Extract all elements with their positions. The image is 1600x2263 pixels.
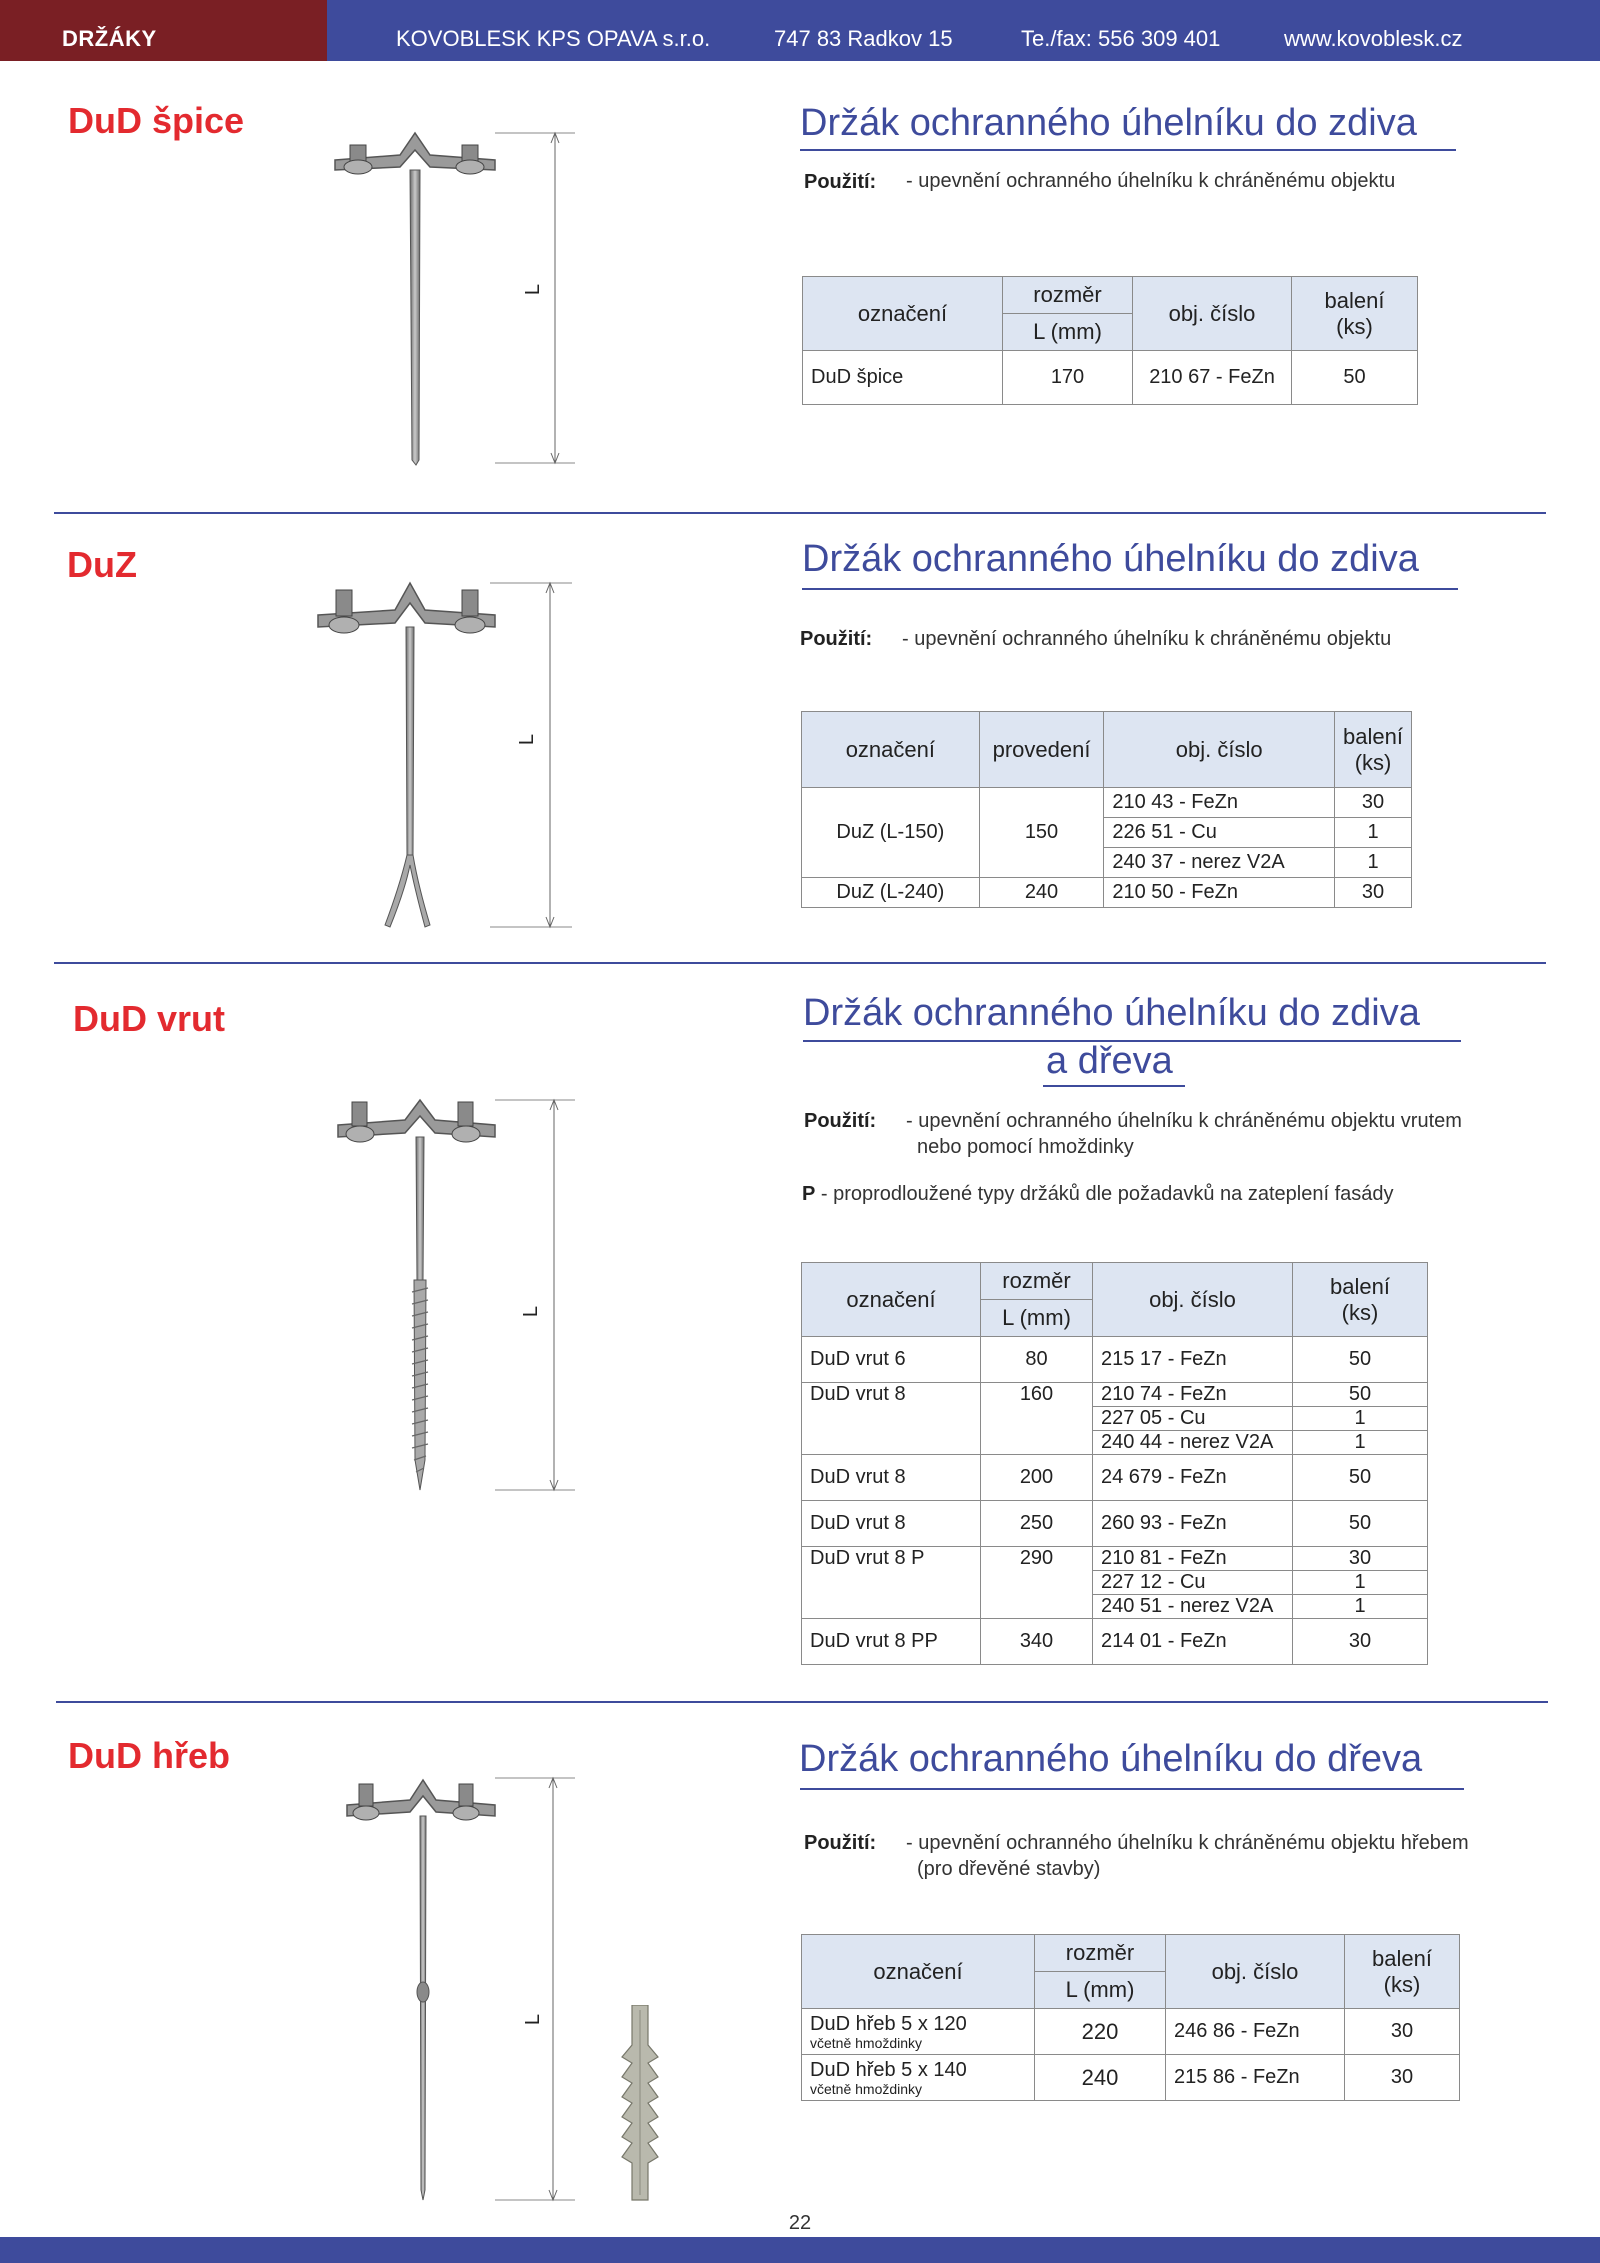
col-header-length: L (mm) bbox=[1003, 314, 1133, 351]
note-text: P - proprodloužené typy držáků dle požadavků na zateplení fasády bbox=[802, 1183, 1394, 1205]
section-tab bbox=[0, 0, 327, 61]
table-row: DuD vrut 8 250 260 93 - FeZn 50 bbox=[802, 1501, 1428, 1547]
section-divider bbox=[54, 962, 1546, 964]
col-header-order-number: obj. číslo bbox=[1166, 1935, 1345, 2009]
table-row: DuZ (L-150) 150 210 43 - FeZn 30 bbox=[802, 788, 1412, 818]
section-divider bbox=[54, 512, 1546, 514]
col-header-variant: provedení bbox=[979, 712, 1104, 788]
col-header-package: balení (ks) bbox=[1335, 712, 1412, 788]
product-name: DuZ bbox=[67, 544, 137, 585]
product-name: DuD hřeb bbox=[68, 1735, 230, 1776]
col-header-designation: označení bbox=[803, 277, 1003, 351]
col-header-package: balení (ks) bbox=[1292, 277, 1418, 351]
col-header-package: balení (ks) bbox=[1345, 1935, 1460, 2009]
product-title: Držák ochranného úhelníku do dřeva bbox=[799, 1738, 1423, 1780]
table-row: DuD vrut 8 200 24 679 - FeZn 50 bbox=[802, 1455, 1428, 1501]
footer-bar bbox=[0, 2237, 1600, 2263]
holder-screw-image bbox=[330, 1080, 590, 1500]
usage-label: Použití: bbox=[800, 628, 873, 650]
product-title: Držák ochranného úhelníku do zdiva bbox=[802, 538, 1419, 580]
col-header-length: L (mm) bbox=[1035, 1972, 1166, 2009]
usage-label: Použití: bbox=[804, 1110, 877, 1132]
table-row: DuD špice 170 210 67 - FeZn 50 bbox=[803, 351, 1418, 405]
table-row: DuD vrut 8 160 210 74 - FeZn 50 bbox=[802, 1383, 1428, 1407]
spec-table-vrut bbox=[801, 1262, 1428, 1665]
table-row: 227 05 - Cu 1 bbox=[802, 1407, 1428, 1431]
company-website[interactable]: www.kovoblesk.cz bbox=[1284, 26, 1463, 51]
product-title-line2: a dřeva bbox=[1046, 1040, 1173, 1082]
col-header-size: rozměr bbox=[1003, 277, 1133, 314]
title-underline bbox=[1043, 1085, 1185, 1087]
holder-split-image bbox=[310, 565, 580, 935]
table-row: 240 51 - nerez V2A 1 bbox=[802, 1595, 1428, 1619]
header-bar bbox=[0, 0, 1600, 61]
company-address: 747 83 Radkov 15 bbox=[774, 26, 953, 51]
company-name: KOVOBLESK KPS OPAVA s.r.o. bbox=[396, 26, 711, 51]
dimension-label: L bbox=[516, 733, 539, 746]
title-underline bbox=[800, 149, 1456, 151]
table-row: DuD vrut 8 PP 340 214 01 - FeZn 30 bbox=[802, 1619, 1428, 1665]
usage-label: Použití: bbox=[804, 1832, 877, 1854]
spec-table-hreb bbox=[801, 1934, 1460, 2101]
col-header-length: L (mm) bbox=[981, 1300, 1093, 1337]
spec-table-duz bbox=[801, 711, 1412, 908]
wall-plug-image bbox=[618, 2005, 662, 2205]
company-phone: Te./fax: 556 309 401 bbox=[1021, 26, 1221, 51]
col-header-designation: označení bbox=[802, 712, 980, 788]
product-name: DuD špice bbox=[68, 100, 245, 141]
col-header-order-number: obj. číslo bbox=[1104, 712, 1335, 788]
usage-text: - upevnění ochranného úhelníku k chráněnému objektu bbox=[902, 628, 1392, 650]
table-row: DuD hřeb 5 x 120 včetně hmoždinky 220 246 86 - FeZn 30 bbox=[802, 2009, 1460, 2055]
title-underline bbox=[802, 588, 1458, 590]
usage-text: - upevnění ochranného úhelníku k chráněnému objektu hřebem bbox=[906, 1832, 1469, 1854]
col-header-size: rozměr bbox=[981, 1263, 1093, 1300]
page-number: 22 bbox=[788, 2212, 812, 2234]
title-underline bbox=[800, 1788, 1464, 1790]
col-header-order-number: obj. číslo bbox=[1133, 277, 1292, 351]
product-title: Držák ochranného úhelníku do zdiva bbox=[803, 992, 1420, 1034]
spec-table-spice bbox=[802, 276, 1418, 405]
product-title: Držák ochranného úhelníku do zdiva bbox=[800, 102, 1417, 144]
dimension-label: L bbox=[522, 2013, 545, 2026]
section-divider bbox=[56, 1701, 1548, 1703]
table-row: 240 44 - nerez V2A 1 bbox=[802, 1431, 1428, 1455]
table-row: DuD hřeb 5 x 140 včetně hmoždinky 240 215 86 - FeZn 30 bbox=[802, 2055, 1460, 2101]
dimension-label: L bbox=[522, 283, 545, 296]
holder-nail-image bbox=[335, 1760, 595, 2210]
usage-text: - upevnění ochranného úhelníku k chráněnému objektu bbox=[906, 170, 1396, 192]
table-row: DuD vrut 6 80 215 17 - FeZn 50 bbox=[802, 1337, 1428, 1383]
table-row: DuD vrut 8 P 290 210 81 - FeZn 30 bbox=[802, 1547, 1428, 1571]
col-header-package: balení (ks) bbox=[1293, 1263, 1428, 1337]
usage-text: - upevnění ochranného úhelníku k chráněnému objektu vrutem bbox=[906, 1110, 1462, 1132]
table-row: 240 37 - nerez V2A 1 bbox=[802, 848, 1412, 878]
usage-label: Použití: bbox=[804, 171, 877, 193]
section-title: DRŽÁKY bbox=[62, 26, 157, 51]
usage-text-line2: nebo pomocí hmoždinky bbox=[917, 1136, 1134, 1158]
product-name: DuD vrut bbox=[73, 998, 225, 1039]
col-header-designation: označení bbox=[802, 1935, 1035, 2009]
table-row: 227 12 - Cu 1 bbox=[802, 1571, 1428, 1595]
usage-text-line2: (pro dřevěné stavby) bbox=[917, 1858, 1101, 1880]
table-row: DuZ (L-240) 240 210 50 - FeZn 30 bbox=[802, 878, 1412, 908]
col-header-order-number: obj. číslo bbox=[1093, 1263, 1293, 1337]
dimension-label: L bbox=[520, 1305, 543, 1318]
col-header-designation: označení bbox=[802, 1263, 981, 1337]
col-header-size: rozměr bbox=[1035, 1935, 1166, 1972]
table-row: 226 51 - Cu 1 bbox=[802, 818, 1412, 848]
